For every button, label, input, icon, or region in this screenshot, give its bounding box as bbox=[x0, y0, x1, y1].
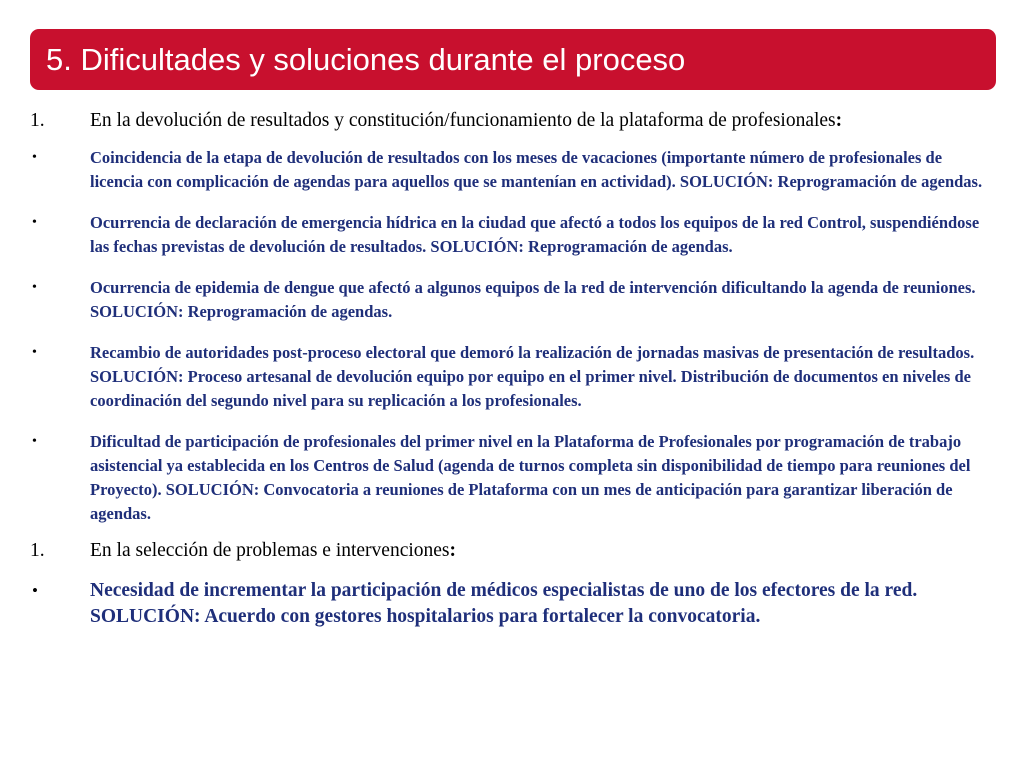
bullet-text: Recambio de autoridades post-proceso electoral que demoró la realización de jornadas masivas de presentación de resultados. SOLUCIÓN: Proceso artesanal de devolución equipo por equipo en el primer nivel. Distribución de documentos en niveles de coordinación del segundo nivel para su replicación a los profesionales. bbox=[90, 343, 975, 410]
bullet-text: Ocurrencia de declaración de emergencia hídrica en la ciudad que afectó a todos los equipos de la red Control, suspendiéndose las fechas previstas de devolución de resultados. SOLUCIÓN: Reprogramación de agendas. bbox=[90, 213, 980, 256]
slide-title: 5. Dificultades y soluciones durante el proceso bbox=[46, 41, 686, 77]
section-number: 1. bbox=[30, 540, 45, 561]
slide-content bbox=[30, 108, 990, 630]
bullet-icon: • bbox=[32, 280, 37, 295]
bullet-icon: • bbox=[32, 345, 37, 360]
list-item bbox=[30, 430, 990, 526]
bullet-text: Necesidad de incrementar la participación de médicos especialistas de uno de los efectores de la red. SOLUCIÓN: Acuerdo con gestores hospitalarios para fortalecer la convocatoria. bbox=[90, 580, 918, 627]
section-number: 1. bbox=[30, 110, 45, 131]
bullet-text: Ocurrencia de epidemia de dengue que afectó a algunos equipos de la red de intervención dificultando la agenda de reuniones. SOLUCIÓN: Reprogramación de agendas. bbox=[90, 278, 976, 321]
list-item bbox=[30, 341, 990, 413]
section-heading-colon: : bbox=[835, 110, 843, 131]
bullet-icon: • bbox=[32, 150, 37, 165]
bullet-text: Coincidencia de la etapa de devolución de resultados con los meses de vacaciones (importante número de profesionales de licencia con complicación de agendas para aquellos que se mantenían en actividad). SOLUCIÓN: Reprogramación de agendas. bbox=[90, 148, 983, 191]
bullet-icon: • bbox=[32, 581, 38, 600]
list-item bbox=[30, 578, 990, 630]
title-bar bbox=[30, 29, 996, 90]
section-heading bbox=[30, 538, 990, 564]
list-item bbox=[30, 276, 990, 324]
bullet-icon: • bbox=[32, 215, 37, 230]
section-heading-text: En la selección de problemas e intervenciones bbox=[90, 540, 450, 561]
bullet-icon: • bbox=[32, 434, 37, 449]
section-heading-colon: : bbox=[449, 540, 457, 561]
section-heading-text: En la devolución de resultados y constitución/funcionamiento de la plataforma de profesionales bbox=[90, 110, 836, 131]
section-heading bbox=[30, 108, 990, 134]
list-item bbox=[30, 211, 990, 259]
list-item bbox=[30, 146, 990, 194]
bullet-text: Dificultad de participación de profesionales del primer nivel en la Plataforma de Profesionales por programación de trabajo asistencial ya establecida en los Centros de Salud (agenda de turnos completa sin disponibilidad de tiempo para reuniones del Proyecto). SOLUCIÓN: Convocatoria a reuniones de Plataforma con un mes de anticipación para garantizar liberación de agendas. bbox=[90, 432, 971, 523]
